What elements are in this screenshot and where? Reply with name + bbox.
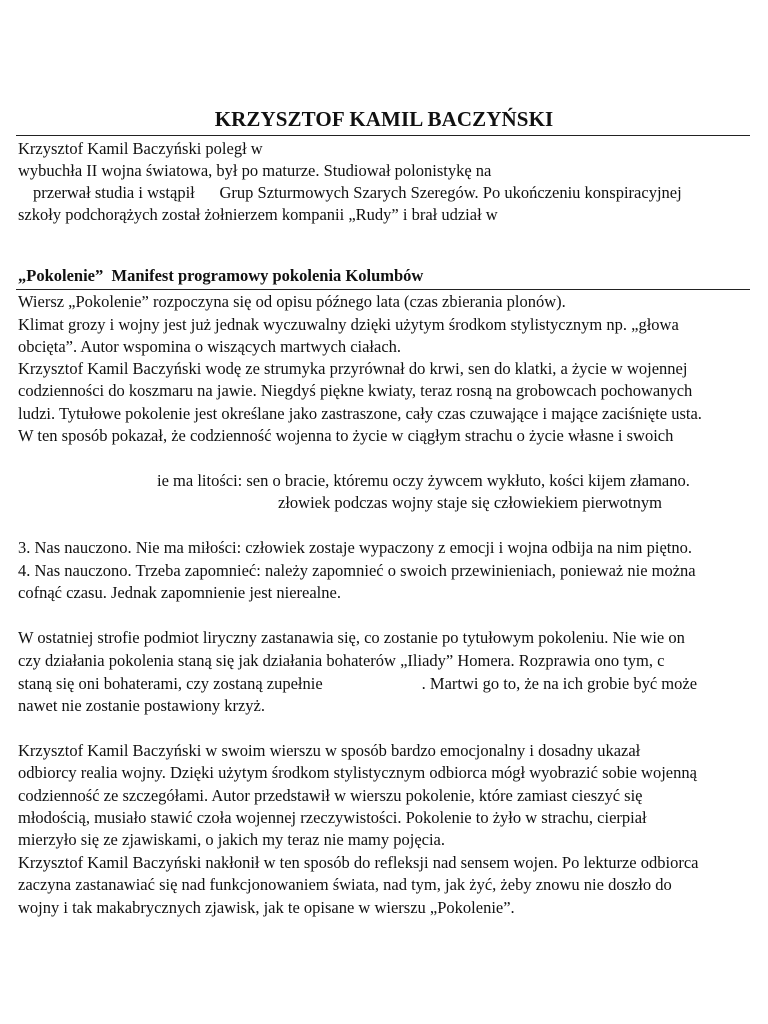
last-strophe-line-4: nawet nie zostanie postawiony krzyż. [18, 696, 265, 715]
page-title: KRZYSZTOF KAMIL BACZYŃSKI [214, 107, 554, 131]
conclusion-line-1: Krzysztof Kamil Baczyński w swoim wierszu w sposób bardzo emocjonalny i dosadny ukazał [18, 741, 641, 760]
point-line-1: 3. Nas nauczono. Nie ma miłości: człowiek zostaje wypaczony z emocji i wojna odbija na nim piętno. [18, 538, 693, 557]
section-line-5: codzienności do koszmaru na jawie. Niegdyś piękne kwiaty, teraz rosną na grobowcach pochowanych [18, 381, 693, 400]
section-line-3: obcięta”. Autor wspomina o wiszących martwych ciałach. [18, 337, 402, 356]
last-strophe-line-1: W ostatniej strofie podmiot liryczny zastanawia się, co zostanie po tytułowym pokoleniu. Nie wie on [18, 628, 685, 647]
fragment-line-1: ie ma litości: sen o bracie, któremu oczy żywcem wykłuto, kości kijem złamano. [157, 471, 690, 490]
section-line-6: ludzi. Tytułowe pokolenie jest określane jako zastraszone, cały czas czuwające i mające zaciśnięte usta. [18, 404, 702, 423]
conclusion-line-5: mierzyło się ze zjawiskami, o jakich my teraz nie mamy pojęcia. [18, 830, 446, 849]
conclusion-line-4: młodością, musiało stawić czoła wojennej rzeczywistości. Pokolenie to żyło w strachu, cierpiał [18, 808, 647, 827]
intro-line-4: szkoły podchorążych został żołnierzem kompanii „Rudy” i brał udział w [18, 205, 498, 224]
section-heading-underline [16, 289, 750, 290]
conclusion-line-7: zaczyna zastanawiać się nad funkcjonowaniem świata, nad tym, jak żyć, żeby znowu nie doszło do [18, 875, 672, 894]
intro-line-2: wybuchła II wojna światowa, był po maturze. Studiował polonistykę na [18, 161, 492, 180]
section-line-1: Wiersz „Pokolenie” rozpoczyna się od opisu późnego lata (czas zbierania plonów). [18, 292, 566, 311]
conclusion-line-3: codzienność ze szczegółami. Autor przedstawił w wierszu pokolenie, które zamiast cieszyć się [18, 786, 643, 805]
intro-line-1: Krzysztof Kamil Baczyński poległ w [18, 139, 263, 158]
title-underline [16, 135, 750, 136]
point-line-2: 4. Nas nauczono. Trzeba zapomnieć: należy zapomnieć o swoich przewinieniach, ponieważ nie można [18, 561, 696, 580]
point-line-3: cofnąć czasu. Jednak zapomnienie jest nierealne. [18, 583, 341, 602]
last-strophe-line-2: czy działania pokolenia staną się jak działania bohaterów „Iliady” Homera. Rozprawia ono tym, c [18, 651, 665, 670]
fragment-line-2: złowiek podczas wojny staje się człowiekiem pierwotnym [278, 493, 662, 512]
section-line-7: W ten sposób pokazał, że codzienność wojenna to życie w ciągłym strachu o życie własne i swoich [18, 426, 674, 445]
section-line-4: Krzysztof Kamil Baczyński wodę ze strumyka przyrównał do krwi, sen do klatki, a życie w wojennej [18, 359, 688, 378]
section-heading: „Pokolenie” Manifest programowy pokolenia Kolumbów [18, 266, 424, 285]
conclusion-line-2: odbiorcy realia wojny. Dzięki użytym środkom stylistycznym odbiorca mógł wyobrazić sobie wojenną [18, 763, 697, 782]
conclusion-line-8: wojny i tak makabrycznych zjawisk, jak te opisane w wierszu „Pokolenie”. [18, 898, 515, 917]
last-strophe-line-3: staną się oni bohaterami, czy zostaną zupełnie . Martwi go to, że na ich grobie być może [18, 674, 698, 693]
conclusion-line-6: Krzysztof Kamil Baczyński nakłonił w ten sposób do refleksji nad sensem wojen. Po lekturze odbiorca [18, 853, 699, 872]
intro-line-3: przerwał studia i wstąpił Grup Szturmowych Szarych Szeregów. Po ukończeniu konspiracyjnej [33, 183, 682, 202]
section-line-2: Klimat grozy i wojny jest już jednak wyczuwalny dzięki użytym środkom stylistycznym np. „głowa [18, 315, 679, 334]
